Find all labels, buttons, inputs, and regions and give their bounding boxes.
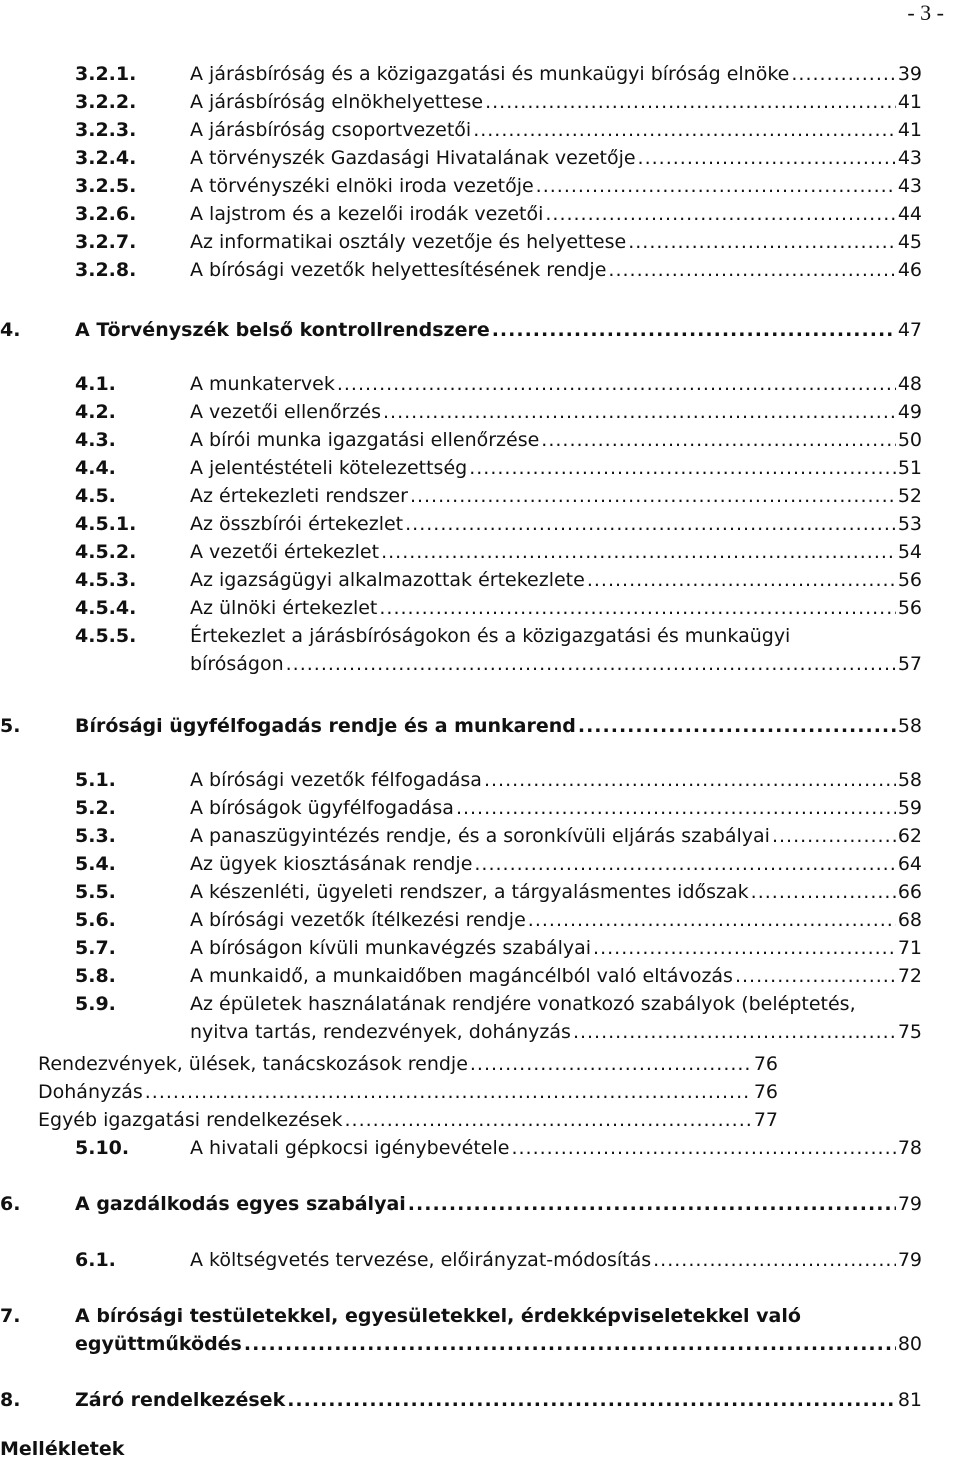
toc-entry-number: 3.2.3. bbox=[75, 119, 137, 141]
toc-entry[interactable] bbox=[0, 566, 960, 595]
toc-entry-title: A járásbíróság és a közigazgatási és munkaügyi bíróság elnöke bbox=[190, 63, 790, 85]
toc-entry-text bbox=[75, 1190, 922, 1219]
toc-entry[interactable] bbox=[0, 822, 960, 851]
toc-entry-title: Bírósági ügyfélfogadás rendje és a munkarend bbox=[75, 715, 576, 737]
toc-entry-text bbox=[190, 566, 922, 595]
toc-entry-title: A vezetői értekezlet bbox=[190, 541, 380, 563]
toc-entry-title: A bírósági vezetők félfogadása bbox=[190, 769, 482, 791]
toc-entry-text bbox=[190, 60, 922, 89]
toc-entry[interactable] bbox=[0, 200, 960, 229]
dot-leader bbox=[286, 650, 896, 679]
dot-leader bbox=[408, 1190, 896, 1219]
toc-entry[interactable] bbox=[0, 1106, 960, 1135]
dot-leader bbox=[287, 1386, 896, 1415]
toc-entry-title: A törvényszéki elnöki iroda vezetője bbox=[190, 175, 534, 197]
toc-entry-page: 79 bbox=[897, 1249, 922, 1271]
dot-leader bbox=[573, 1018, 896, 1047]
toc-entry-title: A panaszügyintézés rendje, és a soronkívüli eljárás szabályai bbox=[190, 825, 770, 847]
toc-entry-text bbox=[190, 1134, 922, 1163]
dot-leader bbox=[492, 316, 896, 345]
toc-entry[interactable] bbox=[0, 426, 960, 455]
toc-entry[interactable] bbox=[0, 1386, 960, 1415]
toc-entry-page: 68 bbox=[897, 909, 922, 931]
toc-entry-title: Egyéb igazgatási rendelkezések bbox=[38, 1109, 343, 1131]
dot-leader bbox=[485, 88, 896, 117]
toc-entry-page: 56 bbox=[897, 597, 922, 619]
toc-entry[interactable] bbox=[0, 594, 960, 623]
toc-entry-number: 7. bbox=[0, 1305, 21, 1327]
toc-entry-page: 64 bbox=[897, 853, 922, 875]
toc-entry[interactable] bbox=[0, 228, 960, 257]
toc-entry-number: 3.2.2. bbox=[75, 91, 137, 113]
toc-entry-number: 4.2. bbox=[75, 401, 116, 423]
toc-entry-title: A lajstrom és a kezelői irodák vezetői bbox=[190, 203, 544, 225]
toc-entry[interactable] bbox=[0, 172, 960, 201]
toc-entry[interactable] bbox=[0, 454, 960, 483]
toc-entry-page: 77 bbox=[753, 1109, 778, 1131]
toc-entry[interactable] bbox=[0, 794, 960, 823]
toc-entry-number: 4.5. bbox=[75, 485, 116, 507]
toc-entry-text bbox=[190, 200, 922, 229]
toc-entry[interactable] bbox=[0, 482, 960, 511]
toc-entry-text bbox=[190, 256, 922, 285]
toc-entry[interactable] bbox=[0, 712, 960, 741]
toc-entry-title: A járásbíróság csoportvezetői bbox=[190, 119, 472, 141]
toc-entry-title: A bírósági testületekkel, egyesületekkel, érdekképviseletekkel való bbox=[75, 1305, 801, 1327]
toc-entry-page: 43 bbox=[897, 175, 922, 197]
toc-entry-text bbox=[190, 990, 922, 1019]
toc-entry-text bbox=[190, 228, 922, 257]
toc-entry-text bbox=[190, 594, 922, 623]
dot-leader bbox=[735, 962, 896, 991]
toc-entry-number: 4. bbox=[0, 319, 21, 341]
toc-entry-page: 52 bbox=[897, 485, 922, 507]
toc-entry[interactable] bbox=[0, 510, 960, 539]
toc-entry[interactable] bbox=[0, 116, 960, 145]
toc-entry-text bbox=[38, 1078, 778, 1107]
toc-entry[interactable] bbox=[0, 316, 960, 345]
dot-leader bbox=[473, 116, 896, 145]
page-number: - 3 - bbox=[907, 0, 944, 25]
toc-entry-number: 3.2.8. bbox=[75, 259, 137, 281]
toc-entry-title: A bíróságok ügyfélfogadása bbox=[190, 797, 454, 819]
toc-entry-number: 5.7. bbox=[75, 937, 116, 959]
dot-leader bbox=[545, 200, 895, 229]
toc-entry-number: 4.4. bbox=[75, 457, 116, 479]
toc-entry-number: 5.4. bbox=[75, 853, 116, 875]
toc-entry-page: 47 bbox=[897, 319, 922, 341]
toc-entry-page: 58 bbox=[897, 715, 922, 737]
toc-entry[interactable] bbox=[0, 878, 960, 907]
toc-entry-text bbox=[190, 370, 922, 399]
toc-entry[interactable] bbox=[0, 990, 960, 1019]
toc-entry-page: 59 bbox=[897, 797, 922, 819]
toc-entry-text bbox=[190, 454, 922, 483]
toc-entry-title: A vezetői ellenőrzés bbox=[190, 401, 382, 423]
toc-entry-title: Az értekezleti rendszer bbox=[190, 485, 408, 507]
toc-entry-title: Rendezvények, ülések, tanácskozások rendje bbox=[38, 1053, 468, 1075]
toc-entry-title: A hivatali gépkocsi igénybevétele bbox=[190, 1137, 510, 1159]
toc-entry-text bbox=[190, 650, 922, 679]
dot-leader bbox=[541, 426, 896, 455]
toc-entry-title: együttműködés bbox=[75, 1333, 242, 1355]
toc-entry-page: 56 bbox=[897, 569, 922, 591]
toc-entry-text bbox=[75, 316, 922, 345]
toc-entry[interactable] bbox=[0, 962, 960, 991]
toc-entry-text bbox=[190, 906, 922, 935]
toc-entry-number: 4.5.5. bbox=[75, 625, 137, 647]
toc-entry-number: 3.2.1. bbox=[75, 63, 137, 85]
toc-entry-text bbox=[190, 622, 922, 651]
toc-entry-page: 41 bbox=[897, 119, 922, 141]
toc-entry-text bbox=[190, 426, 922, 455]
toc-entry[interactable] bbox=[0, 650, 960, 679]
dot-leader bbox=[772, 822, 896, 851]
toc-entry-title: Az igazságügyi alkalmazottak értekezlete bbox=[190, 569, 585, 591]
toc-entry-text bbox=[38, 1106, 778, 1135]
toc-entry[interactable] bbox=[0, 906, 960, 935]
toc-entry-page: 50 bbox=[897, 429, 922, 451]
toc-entry[interactable] bbox=[0, 766, 960, 795]
toc-entry[interactable] bbox=[0, 1050, 960, 1079]
toc-entry-page: 53 bbox=[897, 513, 922, 535]
dot-leader bbox=[470, 1050, 752, 1079]
toc-entry-title: A költségvetés tervezése, előirányzat-módosítás bbox=[190, 1249, 652, 1271]
toc-entry-number: 4.5.3. bbox=[75, 569, 137, 591]
toc-entry-title: Az épületek használatának rendjére vonatkozó szabályok (beléptetés, bbox=[190, 993, 856, 1015]
toc-entry-number: 5.9. bbox=[75, 993, 116, 1015]
toc-entry-text bbox=[190, 172, 922, 201]
toc-entry-page: 43 bbox=[897, 147, 922, 169]
toc-entry-page: 48 bbox=[897, 373, 922, 395]
toc-entry[interactable] bbox=[0, 60, 960, 89]
toc-entry-text bbox=[190, 822, 922, 851]
toc-entry-title: A Törvényszék belső kontrollrendszere bbox=[75, 319, 490, 341]
toc-entry-title: Értekezlet a járásbíróságokon és a közigazgatási és munkaügyi bbox=[190, 625, 791, 647]
dot-leader bbox=[145, 1078, 752, 1107]
toc-entry-text bbox=[190, 116, 922, 145]
toc-entry-text bbox=[75, 1330, 922, 1359]
dot-leader bbox=[244, 1330, 896, 1359]
toc-entry[interactable] bbox=[0, 538, 960, 567]
toc-entry[interactable] bbox=[0, 1246, 960, 1275]
toc-entry-page: 78 bbox=[897, 1137, 922, 1159]
toc-entry-page: 76 bbox=[753, 1081, 778, 1103]
toc-entry-title: A jelentéstételi kötelezettség bbox=[190, 457, 468, 479]
toc-entry-page: 62 bbox=[897, 825, 922, 847]
toc-entry-text bbox=[75, 712, 922, 741]
toc-entry-text bbox=[75, 1302, 922, 1331]
toc-entry-text bbox=[190, 398, 922, 427]
toc-entry-number: 3.2.6. bbox=[75, 203, 137, 225]
toc-entry[interactable] bbox=[0, 622, 960, 651]
toc-entry-text bbox=[190, 510, 922, 539]
toc-entry[interactable] bbox=[0, 370, 960, 399]
toc-entry-page: 76 bbox=[753, 1053, 778, 1075]
dot-leader bbox=[593, 934, 896, 963]
toc-entry-number: 3.2.4. bbox=[75, 147, 137, 169]
toc-entry-text bbox=[190, 482, 922, 511]
toc-entry-text bbox=[190, 1246, 922, 1275]
dot-leader bbox=[536, 172, 896, 201]
toc-entry-text bbox=[190, 144, 922, 173]
toc-entry-page: 54 bbox=[897, 541, 922, 563]
toc-entry-number: 4.5.2. bbox=[75, 541, 137, 563]
toc-entry-text bbox=[190, 1018, 922, 1047]
dot-leader bbox=[383, 398, 896, 427]
toc-entry-title: A bíróságon kívüli munkavégzés szabályai bbox=[190, 937, 592, 959]
dot-leader bbox=[628, 228, 896, 257]
dot-leader bbox=[345, 1106, 752, 1135]
toc-entry-title: Az ügyek kiosztásának rendje bbox=[190, 853, 473, 875]
dot-leader bbox=[337, 370, 896, 399]
toc-entry-text bbox=[190, 850, 922, 879]
toc-entry-number: 4.5.1. bbox=[75, 513, 137, 535]
toc-entry-number: 3.2.5. bbox=[75, 175, 137, 197]
toc-entry-title: Záró rendelkezések bbox=[75, 1389, 286, 1411]
annexes-heading: Mellékletek bbox=[0, 1438, 125, 1460]
toc-entry-page: 66 bbox=[897, 881, 922, 903]
dot-leader bbox=[578, 712, 896, 741]
toc-entry-page: 79 bbox=[897, 1193, 922, 1215]
toc-entry-title: A munkaidő, a munkaidőben magáncélból való eltávozás bbox=[190, 965, 733, 987]
toc-entry-text bbox=[75, 1386, 922, 1415]
toc-entry-title: nyitva tartás, rendezvények, dohányzás bbox=[190, 1021, 571, 1043]
toc-entry-number: 4.1. bbox=[75, 373, 116, 395]
toc-entry[interactable] bbox=[0, 88, 960, 117]
toc-entry-title: A készenléti, ügyeleti rendszer, a tárgyalásmentes időszak bbox=[190, 881, 749, 903]
toc-entry-page: 44 bbox=[897, 203, 922, 225]
dot-leader bbox=[456, 794, 896, 823]
toc-entry-text bbox=[190, 962, 922, 991]
toc-entry-number: 6. bbox=[0, 1193, 21, 1215]
toc-entry-title: Az összbírói értekezlet bbox=[190, 513, 404, 535]
dot-leader bbox=[405, 510, 896, 539]
toc-entry-page: 81 bbox=[897, 1389, 922, 1411]
toc-entry-text bbox=[38, 1050, 778, 1079]
toc-entry[interactable] bbox=[0, 1078, 960, 1107]
toc-entry-number: 4.3. bbox=[75, 429, 116, 451]
dot-leader bbox=[528, 906, 896, 935]
dot-leader bbox=[484, 766, 896, 795]
toc-entry-page: 80 bbox=[897, 1333, 922, 1355]
toc-entry-page: 41 bbox=[897, 91, 922, 113]
dot-leader bbox=[410, 482, 896, 511]
toc-entry-number: 6.1. bbox=[75, 1249, 116, 1271]
toc-entry[interactable] bbox=[0, 1330, 960, 1359]
toc-entry-number: 5.3. bbox=[75, 825, 116, 847]
dot-leader bbox=[608, 256, 895, 285]
toc-entry[interactable] bbox=[0, 398, 960, 427]
dot-leader bbox=[381, 538, 896, 567]
toc-entry-number: 5.1. bbox=[75, 769, 116, 791]
toc-entry-text bbox=[190, 538, 922, 567]
toc-entry-text bbox=[190, 766, 922, 795]
toc-entry-title: Az informatikai osztály vezetője és helyettese bbox=[190, 231, 627, 253]
toc-entry-page: 49 bbox=[897, 401, 922, 423]
toc-entry[interactable] bbox=[0, 1134, 960, 1163]
toc-entry-title: Dohányzás bbox=[38, 1081, 143, 1103]
toc-entry[interactable] bbox=[0, 1190, 960, 1219]
toc-entry-number: 5.8. bbox=[75, 965, 116, 987]
toc-entry[interactable] bbox=[0, 144, 960, 173]
toc-entry-page: 75 bbox=[897, 1021, 922, 1043]
toc-entry[interactable] bbox=[0, 934, 960, 963]
dot-leader bbox=[751, 878, 896, 907]
toc-entry-page: 71 bbox=[897, 937, 922, 959]
toc-entry-number: 5.2. bbox=[75, 797, 116, 819]
dot-leader bbox=[511, 1134, 895, 1163]
dot-leader bbox=[791, 60, 895, 89]
toc-entry[interactable] bbox=[0, 850, 960, 879]
dot-leader bbox=[587, 566, 896, 595]
toc-entry-title: A gazdálkodás egyes szabályai bbox=[75, 1193, 406, 1215]
toc-entry-page: 46 bbox=[897, 259, 922, 281]
toc-entry-page: 39 bbox=[897, 63, 922, 85]
dot-leader bbox=[638, 144, 896, 173]
dot-leader bbox=[379, 594, 895, 623]
toc-entry-number: 5. bbox=[0, 715, 21, 737]
toc-entry-number: 5.6. bbox=[75, 909, 116, 931]
dot-leader bbox=[469, 454, 896, 483]
toc-entry[interactable] bbox=[0, 256, 960, 285]
toc-entry[interactable] bbox=[0, 1302, 960, 1331]
toc-entry-page: 72 bbox=[897, 965, 922, 987]
toc-entry-number: 8. bbox=[0, 1389, 21, 1411]
toc-entry-title: A bírói munka igazgatási ellenőrzése bbox=[190, 429, 540, 451]
toc-entry-number: 3.2.7. bbox=[75, 231, 137, 253]
toc-entry-title: A munkatervek bbox=[190, 373, 335, 395]
toc-entry-title: A járásbíróság elnökhelyettese bbox=[190, 91, 484, 113]
dot-leader bbox=[653, 1246, 896, 1275]
toc-entry-number: 5.10. bbox=[75, 1137, 130, 1159]
toc-entry-text bbox=[190, 878, 922, 907]
toc-entry-number: 4.5.4. bbox=[75, 597, 137, 619]
toc-entry-page: 45 bbox=[897, 231, 922, 253]
toc-entry-text bbox=[190, 88, 922, 117]
toc-entry-title: A bírósági vezetők helyettesítésének rendje bbox=[190, 259, 607, 281]
toc-entry[interactable] bbox=[0, 1018, 960, 1047]
toc-entry-title: A bírósági vezetők ítélkezési rendje bbox=[190, 909, 526, 931]
toc-entry-page: 57 bbox=[897, 653, 922, 675]
toc-entry-title: bíróságon bbox=[190, 653, 284, 675]
toc-entry-page: 58 bbox=[897, 769, 922, 791]
toc-entry-text bbox=[190, 794, 922, 823]
toc-entry-number: 5.5. bbox=[75, 881, 116, 903]
toc-entry-title: A törvényszék Gazdasági Hivatalának vezetője bbox=[190, 147, 636, 169]
toc-entry-title: Az ülnöki értekezlet bbox=[190, 597, 378, 619]
dot-leader bbox=[474, 850, 895, 879]
toc-entry-page: 51 bbox=[897, 457, 922, 479]
toc-entry-text bbox=[190, 934, 922, 963]
